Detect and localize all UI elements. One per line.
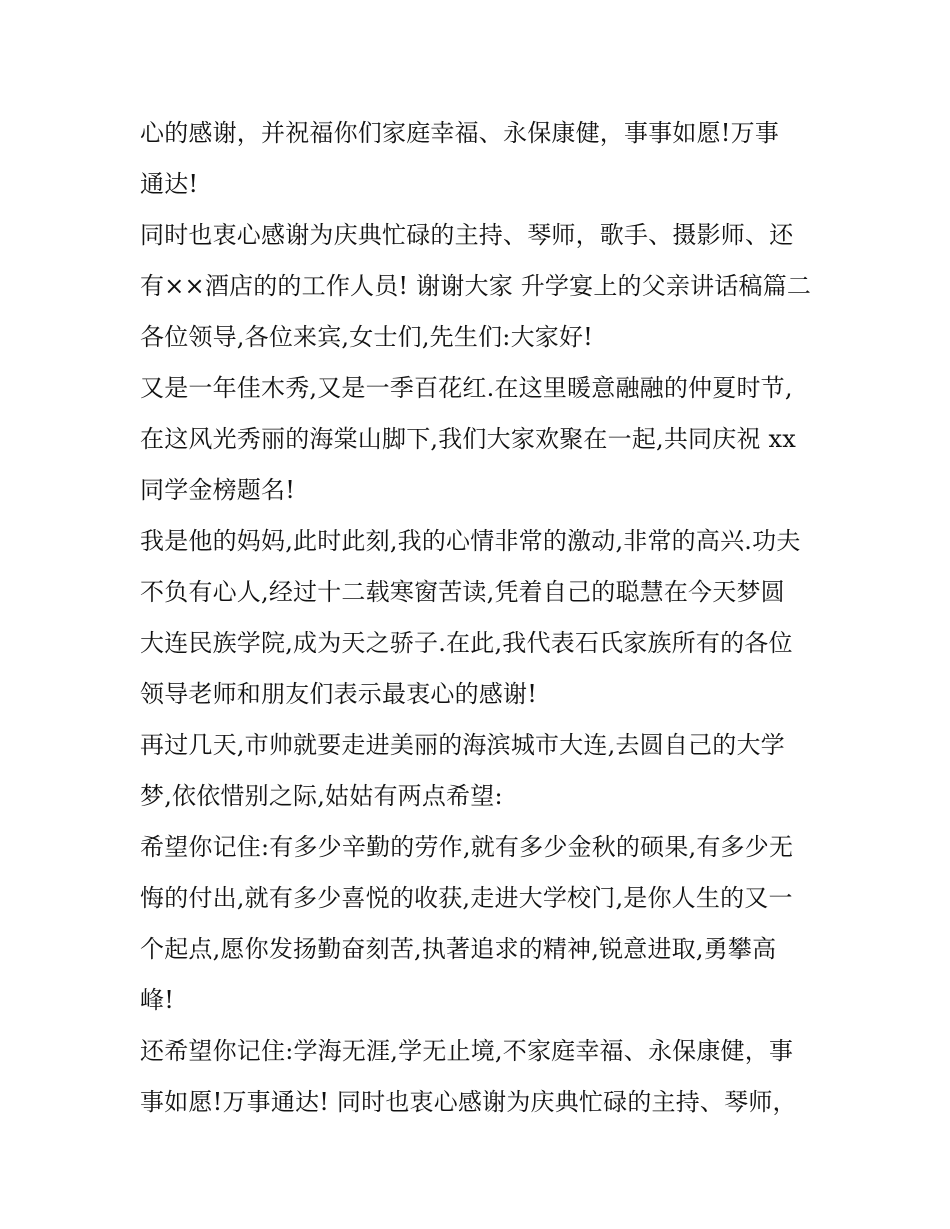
text-line: 悔的付出,就有多少喜悦的收获,走进大学校门,是你人生的又一 (140, 884, 793, 912)
text-line: 峰! (140, 986, 175, 1014)
text-line: 个起点,愿你发扬勤奋刻苦,执著追求的精神,锐意进取,勇攀高 (140, 935, 777, 963)
text-line: 事如愿!万事通达! 同时也衷心感谢为庆典忙碌的主持、琴师， (140, 1088, 797, 1116)
text-line: 不负有心人,经过十二载寒窗苦读,凭着自己的聪慧在今天梦圆 (140, 578, 785, 606)
text-line: 梦,依依惜别之际,姑姑有两点希望: (140, 782, 503, 810)
text-line: 在这风光秀丽的海棠山脚下,我们大家欢聚在一起,共同庆祝 xx (140, 425, 796, 453)
text-line: 同学金榜题名! (140, 476, 296, 504)
text-line: 我是他的妈妈,此时此刻,我的心情非常的激动,非常的高兴.功夫 (140, 527, 801, 555)
text-line: 大连民族学院,成为天之骄子.在此,我代表石氏家族所有的各位 (140, 629, 793, 657)
text-line: 通达! (140, 170, 199, 198)
text-line: 各位领导,各位来宾,女士们,先生们:大家好! (140, 323, 594, 351)
text-line: 再过几天,市帅就要走进美丽的海滨城市大连,去圆自己的大学 (140, 731, 785, 759)
text-line: 同时也衷心感谢为庆典忙碌的主持、琴师，歌手、摄影师、还 (140, 221, 794, 249)
document-body (140, 108, 830, 1128)
text-line: 有××酒店的的工作人员! 谢谢大家 升学宴上的父亲讲话稿篇二 (140, 272, 812, 300)
text-line: 领导老师和朋友们表示最衷心的感谢! (140, 680, 538, 708)
text-line: 又是一年佳木秀,又是一季百花红.在这里暖意融融的仲夏时节, (140, 374, 793, 402)
text-line: 心的感谢，并祝福你们家庭幸福、永保康健，事事如愿!万事 (140, 119, 780, 147)
text-line: 还希望你记住:学海无涯,学无止境,不家庭幸福、永保康健，事 (140, 1037, 794, 1065)
text-line: 希望你记住:有多少辛勤的劳作,就有多少金秋的硕果,有多少无 (140, 833, 794, 861)
